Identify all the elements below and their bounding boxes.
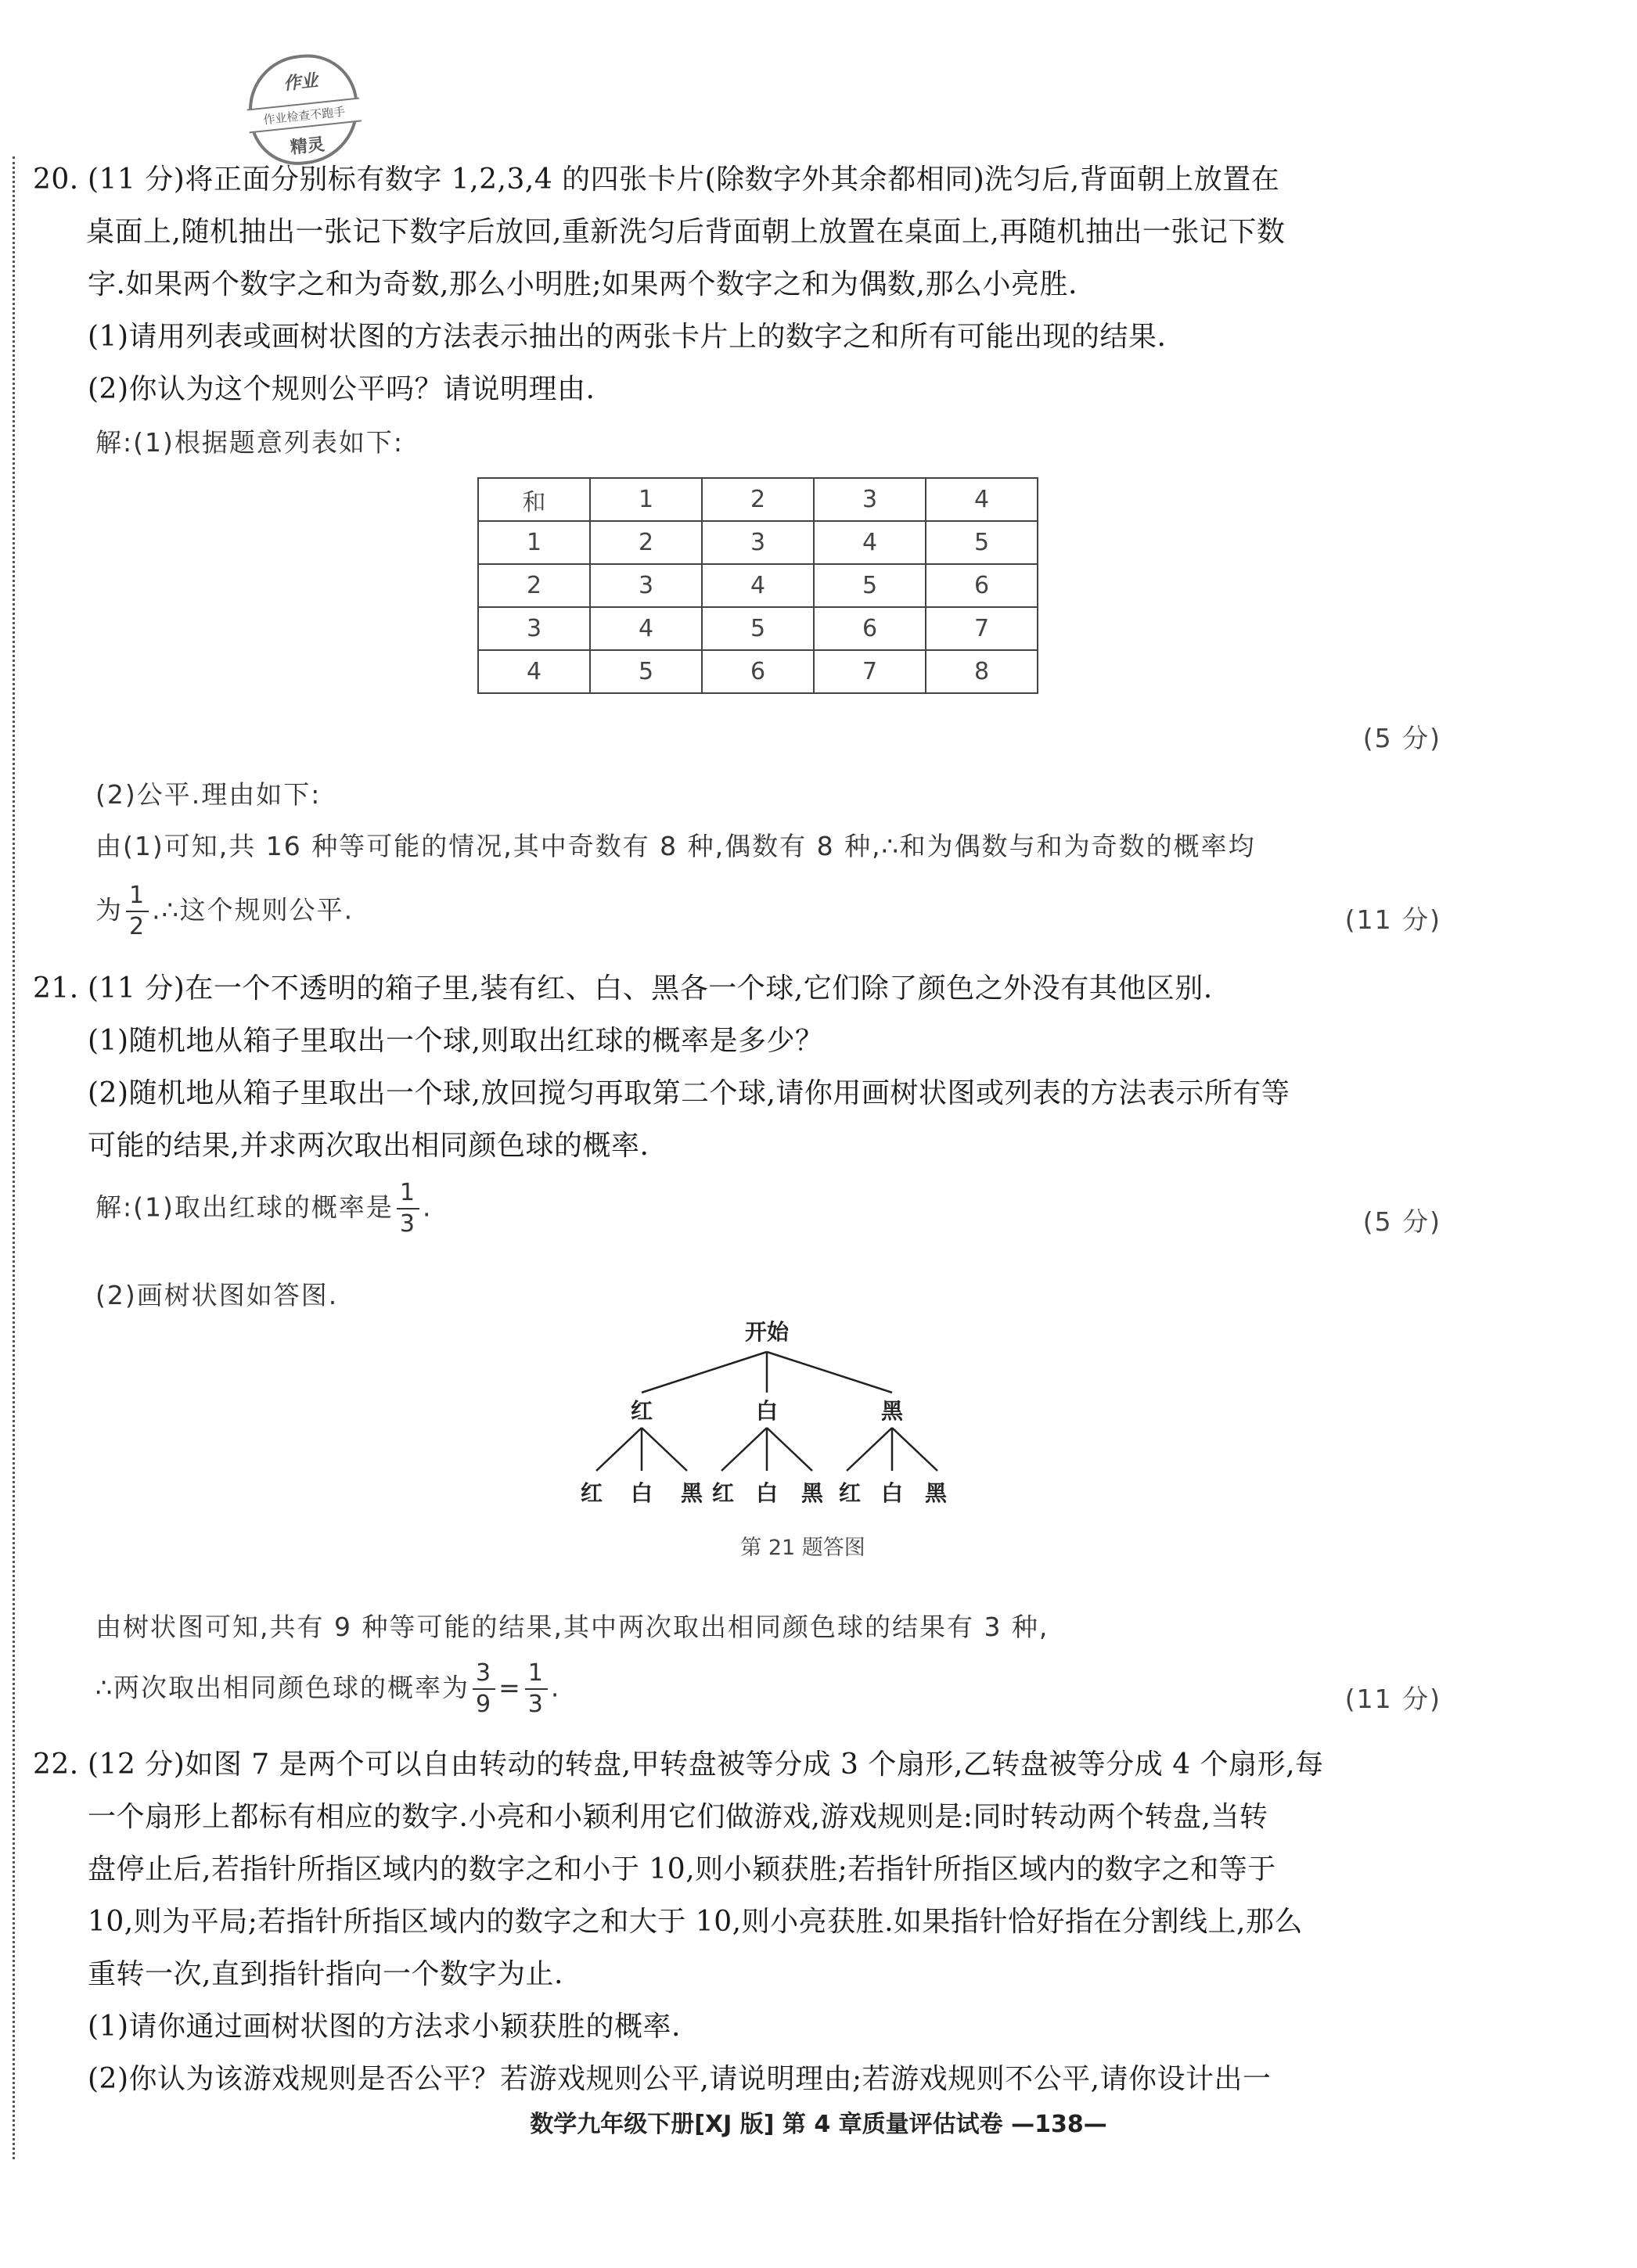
text: 为 (95, 894, 123, 926)
tree-node-level2: 黑 (801, 1480, 824, 1506)
stamp-line-1: 作业 (282, 70, 319, 95)
question-line: 10,则为平局;若指针所指区域内的数字之和大于 10,则小亮获胜.如果指针恰好指在分割线上,那么 (88, 1906, 1303, 1938)
tree-node-level2: 黑 (680, 1480, 703, 1506)
tree-edge (847, 1428, 892, 1471)
tree-node-level1: 红 (630, 1398, 653, 1424)
homework-stamp (243, 49, 364, 170)
table-cell: 6 (702, 650, 814, 693)
tree-node-level2: 黑 (924, 1480, 948, 1506)
score-label: (5 分) (1362, 1206, 1441, 1237)
numerator: 1 (397, 1181, 419, 1209)
tree-edge (892, 1428, 937, 1471)
table-cell: 5 (702, 607, 814, 650)
tree-node-level1: 黑 (880, 1398, 904, 1424)
tree-node-level2: 红 (580, 1480, 603, 1506)
solution-20-part1-intro: 解:(1)根据题意列表如下: (95, 427, 404, 458)
tree-root: 开始 (744, 1319, 790, 1345)
table-cell: 2 (478, 564, 590, 607)
question-line: (2)你认为这个规则公平吗？请说明理由. (88, 373, 595, 405)
question-line: (2)随机地从箱子里取出一个球,放回搅匀再取第二个球,请你用画树状图或列表的方法表示所有等 (88, 1077, 1290, 1109)
question-line: (11 分)将正面分别标有数字 1,2,3,4 的四张卡片(除数字外其余都相同)洗匀后,背面朝上放置在 (88, 164, 1280, 196)
solution-21-count: 由树状图可知,共有 9 种等可能的结果,其中两次取出相同颜色球的结果有 3 种, (95, 1612, 1049, 1642)
table-row (478, 607, 1038, 650)
solution-20-part2: (2)公平.理由如下: (95, 779, 322, 810)
equals-sign: = (498, 1672, 522, 1703)
tree-diagram (563, 1314, 970, 1518)
numerator: 3 (473, 1662, 495, 1690)
question-21 (33, 962, 1434, 1172)
question-number: 21. (33, 972, 79, 1005)
solution-20-conclusion (95, 884, 1434, 939)
table-row (478, 521, 1038, 564)
question-line: (12 分)如图 7 是两个可以自由转动的转盘,甲转盘被等分成 3 个扇形,乙转盘被等分成 4 个扇形,每 (88, 1749, 1324, 1781)
table-cell: 3 (590, 564, 702, 607)
table-cell: 4 (702, 564, 814, 607)
page-footer: 数学九年级下册[XJ 版] 第 4 章质量评估试卷 —138— (530, 2111, 1107, 2138)
table-cell: 和 (478, 478, 590, 521)
text: . (422, 1192, 433, 1223)
text: .∴这个规则公平. (152, 894, 354, 926)
question-20 (33, 153, 1434, 415)
question-number: 22. (33, 1749, 79, 1781)
table-row (478, 650, 1038, 693)
table-cell: 1 (590, 478, 702, 521)
fraction (473, 1659, 495, 1718)
numerator: 1 (126, 884, 149, 912)
solution-21-conclusion (95, 1659, 1434, 1718)
tree-edge (767, 1352, 892, 1393)
table-cell: 3 (702, 521, 814, 564)
sum-table (477, 477, 1038, 694)
tree-edge (642, 1352, 767, 1393)
stamp-line-2: 作业检查不跑手 (247, 98, 362, 134)
table-cell: 4 (478, 650, 590, 693)
question-line: (1)请你通过画树状图的方法求小颖获胜的概率. (88, 2011, 681, 2043)
binding-dotted-line (13, 156, 15, 2159)
score-label: (5 分) (1362, 723, 1441, 753)
table-cell: 3 (814, 478, 926, 521)
tree-node-level1: 白 (755, 1398, 779, 1424)
question-line: (1)请用列表或画树状图的方法表示抽出的两张卡片上的数字之和所有可能出现的结果. (88, 321, 1167, 353)
table-cell: 2 (590, 521, 702, 564)
question-line: 重转一次,直到指针指向一个数字为止. (88, 1958, 563, 1990)
table-cell: 2 (702, 478, 814, 521)
question-line: 桌面上,随机抽出一张记下数字后放回,重新洗匀后背面朝上放置在桌面上,再随机抽出一张记下数 (86, 216, 1286, 248)
question-line: (2)你认为该游戏规则是否公平？若游戏规则公平,请说明理由;若游戏规则不公平,请你设计出一 (88, 2063, 1272, 2095)
fraction (525, 1659, 548, 1718)
table-cell: 4 (814, 521, 926, 564)
table-cell: 7 (814, 650, 926, 693)
table-cell: 4 (590, 607, 702, 650)
solution-21-part1 (95, 1181, 1434, 1236)
tree-node-level2: 白 (880, 1480, 904, 1506)
stamp-line-3: 精灵 (289, 135, 326, 158)
denominator: 9 (476, 1691, 493, 1718)
table-cell: 5 (926, 521, 1038, 564)
text: 解:(1)取出红球的概率是 (95, 1192, 394, 1223)
question-line: 盘停止后,若指针所指区域内的数字之和小于 10,则小颖获胜;若指针所指区域内的数字之和等于 (88, 1853, 1276, 1885)
solution-21-part2: (2)画树状图如答图. (95, 1280, 339, 1310)
table-cell: 6 (926, 564, 1038, 607)
tree-edge (767, 1428, 812, 1471)
question-line: 字.如果两个数字之和为奇数,那么小明胜;如果两个数字之和为偶数,那么小亮胜. (88, 268, 1078, 300)
table-header-row (478, 478, 1038, 521)
denominator: 3 (527, 1691, 545, 1718)
denominator: 2 (129, 913, 146, 940)
table-cell: 7 (926, 607, 1038, 650)
fraction (126, 884, 149, 939)
numerator: 1 (525, 1662, 548, 1690)
tree-edge (596, 1428, 642, 1471)
tree-node-level2: 红 (711, 1480, 735, 1506)
table-cell: 5 (590, 650, 702, 693)
table-cell: 8 (926, 650, 1038, 693)
tree-node-level2: 白 (755, 1480, 779, 1506)
question-line: (1)随机地从箱子里取出一个球,则取出红球的概率是多少？ (88, 1025, 824, 1057)
figure-caption: 第 21 题答图 (740, 1536, 865, 1560)
question-line: 一个扇形上都标有相应的数字.小亮和小颖利用它们做游戏,游戏规则是:同时转动两个转盘,当转 (88, 1801, 1268, 1833)
table-cell: 6 (814, 607, 926, 650)
table-cell: 4 (926, 478, 1038, 521)
question-22 (33, 1738, 1434, 2105)
tree-edge (721, 1428, 767, 1471)
table-cell: 3 (478, 607, 590, 650)
tree-edge (642, 1428, 687, 1471)
fraction (397, 1181, 419, 1236)
tree-node-level2: 白 (630, 1480, 653, 1506)
question-line: (11 分)在一个不透明的箱子里,装有红、白、黑各一个球,它们除了颜色之外没有其他区别. (88, 972, 1213, 1005)
table-cell: 5 (814, 564, 926, 607)
table-cell: 1 (478, 521, 590, 564)
question-line: 可能的结果,并求两次取出相同颜色球的概率. (88, 1130, 649, 1162)
solution-20-reason: 由(1)可知,共 16 种等可能的情况,其中奇数有 8 种,偶数有 8 种,∴和为偶数与和为奇数的概率均 (95, 831, 1256, 861)
denominator: 3 (399, 1210, 416, 1238)
score-label: (11 分) (1344, 904, 1441, 935)
score-label: (11 分) (1344, 1684, 1441, 1714)
question-number: 20. (33, 164, 79, 196)
table-row (478, 564, 1038, 607)
tree-node-level2: 红 (838, 1480, 862, 1506)
text: . (550, 1672, 561, 1703)
text: ∴两次取出相同颜色球的概率为 (95, 1672, 470, 1703)
